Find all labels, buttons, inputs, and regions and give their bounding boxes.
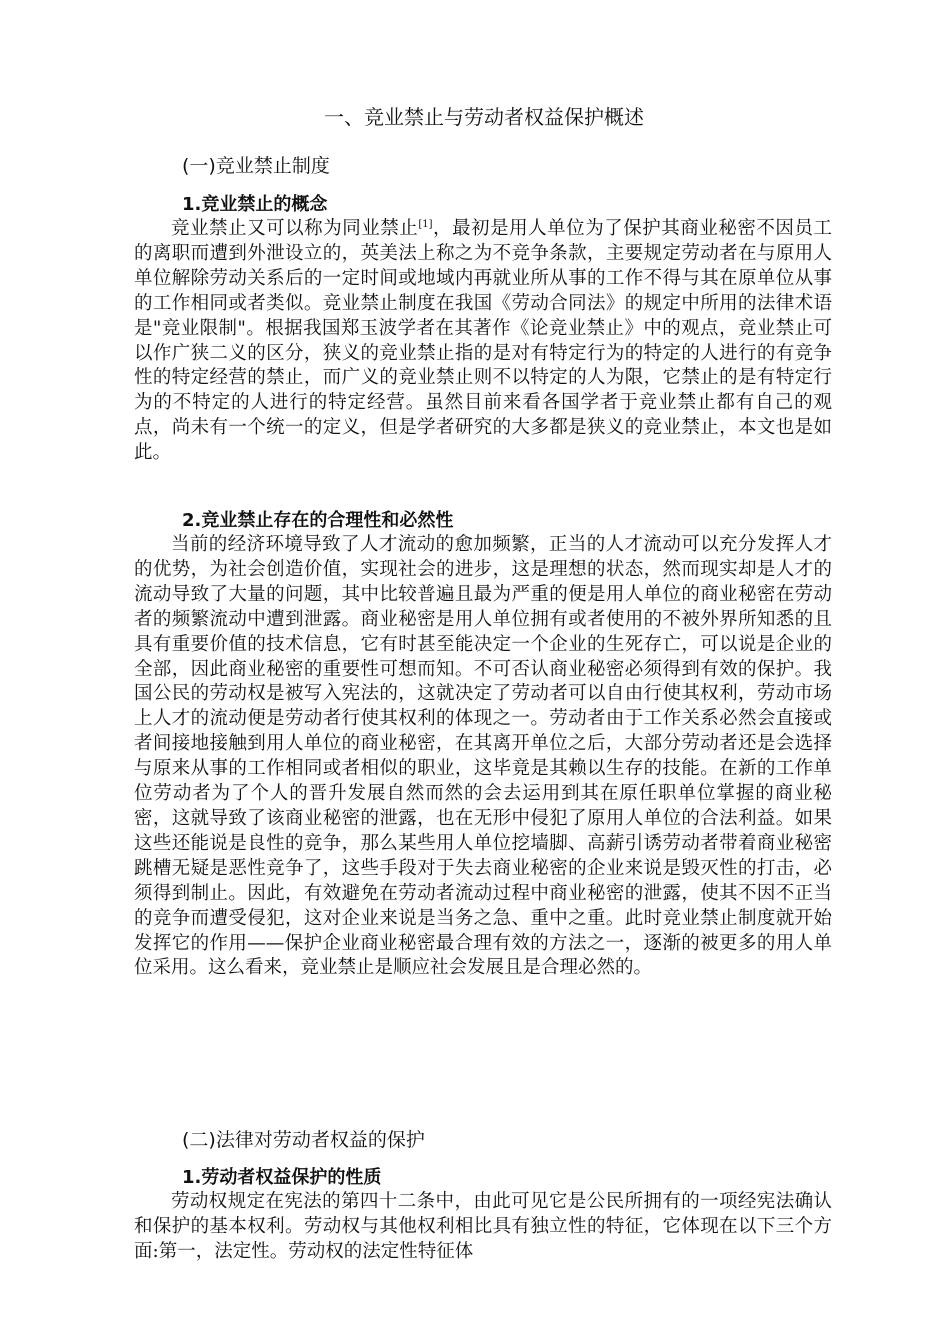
page-title: 一、竞业禁止与劳动者权益保护概述 (324, 105, 644, 129)
subsection-heading-1-1: 1.竞业禁止的概念 (182, 194, 328, 215)
paragraph-text: 竞业禁止又可以称为同业禁止 (171, 218, 419, 239)
paragraph-nature: 劳动权规定在宪法的第四十二条中，由此可见它是公民所拥有的一项经宪法确认和保护的基本权利。劳动权与其他权利相比具有独立性的特征，它体现在以下三个方面:第一，法定性。劳动权的法定性特征体 (134, 1191, 832, 1262)
paragraph-concept (134, 217, 832, 466)
section-heading-2: (二)法律对劳动者权益的保护 (182, 1129, 425, 1151)
paragraph-rationale: 当前的经济环境导致了人才流动的愈加频繁，正当的人才流动可以充分发挥人才的优势，为社会创造价值，实现社会的进步，这是理想的状态，然而现实却是人才的流动导致了大量的问题，其中比较普遍且最为严重的便是用人单位的商业秘密在劳动者的频繁流动中遭到泄露。商业秘密是用人单位拥有或者使用的不被外界所知悉的且具有重要价值的技术信息，它有时甚至能决定一个企业的生死存亡，可以说是企业的全部，因此商业秘密的重要性可想而知。不可否认商业秘密必须得到有效的保护。我国公民的劳动权是被写入宪法的，这就决定了劳动者可以自由行使其权利，劳动市场上人才的流动便是劳动者行使其权利的体现之一。劳动者由于工作关系必然会直接或者间接地接触到用人单位的商业秘密，在其离开单位之后，大部分劳动者还是会选择与原来从事的工作相同或者相似的职业，这毕竟是其赖以生存的技能。在新的工作单位劳动者为了个人的晋升发展自然而然的会去运用到其在原任职单位掌握的商业秘密，这就导致了该商业秘密的泄露，也在无形中侵犯了原用人单位的合法利益。如果这些还能说是良性的竞争，那么某些用人单位挖墙脚、高薪引诱劳动者带着商业秘密跳槽无疑是恶性竞争了，这些手段对于失去商业秘密的企业来说是毁灭性的打击，必须得到制止。因此，有效避免在劳动者流动过程中商业秘密的泄露，使其不因不正当的竞争而遭受侵犯，这对企业来说是当务之急、重中之重。此时竞业禁止制度就开始发挥它的作用——保护企业商业秘密最合理有效的方法之一，逐渐的被更多的用人单位采用。这么看来，竞业禁止是顺应社会发展且是合理必然的。 (134, 534, 832, 979)
subsection-heading-1-2: 2.竞业禁止存在的合理性和必然性 (182, 510, 454, 531)
footnote-ref: [1] (418, 218, 433, 230)
subsection-heading-2-1: 1.劳动者权益保护的性质 (182, 1167, 382, 1188)
paragraph-text: ，最初是用人单位为了保护其商业秘密不因员工的离职而遭到外泄设立的，英美法上称之为不竞争条款，主要规定劳动者在与原用人单位解除劳动关系后的一定时间或地域内再就业所从事的工作不得与其在原单位从事的工作相同或者类似。竞业禁止制度在我国《劳动合同法》的规定中所用的法律术语是"竞业限制"。根据我国郑玉波学者在其著作《论竞业禁止》中的观点，竞业禁止可以作广狭二义的区分，狭义的竞业禁止指的是对有特定行为的特定的人进行的有竞争性的特定经营的禁止，而广义的竞业禁止则不以特定的人为限，它禁止的是有特定行为的不特定的人进行的特定经营。虽然目前来看各国学者于竞业禁止都有自己的观点，尚未有一个统一的定义，但是学者研究的大多都是狭义的竞业禁止，本文也是如此。 (134, 218, 832, 464)
section-heading-1: (一)竞业禁止制度 (182, 155, 330, 177)
